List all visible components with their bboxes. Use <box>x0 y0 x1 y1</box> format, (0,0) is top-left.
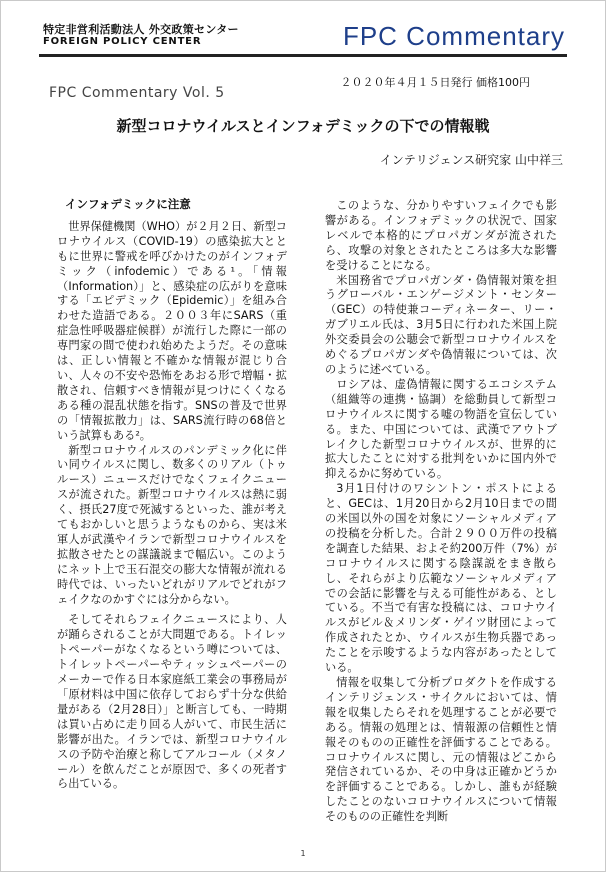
paragraph: このような、分かりやすいフェイクでも影響がある。インフォデミックの状況で、国家レベルで本格的にプロパガンダが流されたら、攻撃の対象とされたところは多大な影響を受けることになる。 <box>325 199 557 272</box>
left-column <box>57 197 287 792</box>
header-divider <box>39 54 567 57</box>
section-heading: インフォデミックに注意 <box>65 197 191 211</box>
brand-title: FPC Commentary <box>342 21 565 51</box>
paragraph: 新型コロナウイルスのパンデミック化に伴い同ウイルスに関し、数多くのリアル（トゥルース）ニュースだけでなくフェイクニュースが流された。新型コロナウイルスは熱に弱く、摂氏27度で死滅するといった、誰が考えてもおかしいと思うようなものから、実は米軍人が武漢やイランで新型コロナウイルスを拡散させたとの謀議説まで幅広い。このようにネット上で玉石混交の膨大な情報が流れる時代では、いったいどれがリアルでどれがフェイクなのかすぐには分からない。 <box>57 443 287 606</box>
article-title: 新型コロナウイルスとインフォデミックの下での情報戦 <box>116 117 490 135</box>
paragraph: そしてそれらフェイクニュースにより、人が踊らされることが大問題である。トイレットペーパーがなくなるという噂については、トイレットペーパーやティッシュペーパーのメーカーで作る日本家庭紙工業会の事務局が「原材料は中国に依存しておらず十分な供給量がある（2月28日）」と断言しても、一時期は買い占めに走り回る人がいて、市民生活に影響が出た。イランでは、新型コロナウイルスの予防や治療と称してアルコール（メタノール）を飲んだことが原因で、多くの死者すら出ている。 <box>57 613 287 791</box>
article-author: インテリジェンス研究家 山中祥三 <box>379 153 563 167</box>
paragraph: 米国務省でプロパガンダ・偽情報対策を担うグローバル・エンゲージメント・センター（GEC）の特使兼コーディネーター、リー・ガブリエル氏は、3月5日に行われた米国上院外交委員会の公聴会で新型コロナウイルスをめぐるプロパガンダや偽情報については、次のように述べている。 <box>325 273 557 376</box>
organization-name-jp: 特定非営利活動法人 外交政策センター <box>43 23 239 36</box>
right-column <box>325 199 557 825</box>
paragraph: ロシアは、虚偽情報に関するエコシステム（組織等の連携・協調）を総動員して新型コロナウイルスに関する嘘の物語を宣伝している。また、中国については、武漢でアウトブレイクした新型コロナウイルスが、世界的に拡大したことに対する批判をいかに国内外で抑えるかに努めている。 <box>325 377 557 481</box>
volume-label: FPC Commentary Vol. 5 <box>49 85 225 101</box>
paragraph: 情報を収集して分析プロダクトを作成するインテリジェンス・サイクルにおいては、情報を収集したらそれを処理することが必要である。情報の処理とは、情報源の信頼性と情報そのものの正確性を評価することである。コロナウイルスに関し、元の情報はどこから発信されているか、その中身は正確かどうかを評価することである。しかし、誰もが経験したことのないコロナウイルスについて情報そのものの正確性を判断 <box>325 676 557 824</box>
issue-date-price: ２０２０年４月１５日発行 価格100円 <box>340 76 530 89</box>
organization-name-en: FOREIGN POLICY CENTER <box>43 36 202 47</box>
page-number: 1 <box>300 849 306 858</box>
paragraph: 世界保健機関（WHO）が２月２日、新型コロナウイルス（COVID-19）の感染拡大とともに世界に警戒を呼びかけたのがインフォデミック（infodemic）である¹。「情報（Information）」と、感染症の広がりを意味する「エピデミック（Epidemic）」を組み合わせた造語である。２００３年にSARS（重症急性呼吸器症候群）が流行した際に一部の専門家の間で使われ始めたようだ。その意味は、正しい情報と不確かな情報が混じり合い、人々の不安や恐怖をあおる形で増幅・拡散され、信頼すべき情報が見つけにくくなるある種の混乱状態を指す。SNSの普及で世界の「情報拡散力」は、SARS流行時の68倍という試算もある²。 <box>57 219 287 442</box>
paragraph: 3月1日付けのワシントン・ポストによると、GECは、1月20日から2月10日までの間の米国以外の国を対象にソーシャルメディアの投稿を分析した。合計２９００万件の投稿を調査した結果、およそ約200万件（7%）がコロナウイルスに関する陰謀説をまき散らし、それらがより広範なソーシャルメディアでの会話に影響を与える可能性がある、としている。不当で有害な投稿には、コロナウイルスがビル＆メリンダ・ゲイツ財団によって作成されたとか、ウイルスが生物兵器であったことを示唆するような内容があったとしている。 <box>325 482 557 675</box>
